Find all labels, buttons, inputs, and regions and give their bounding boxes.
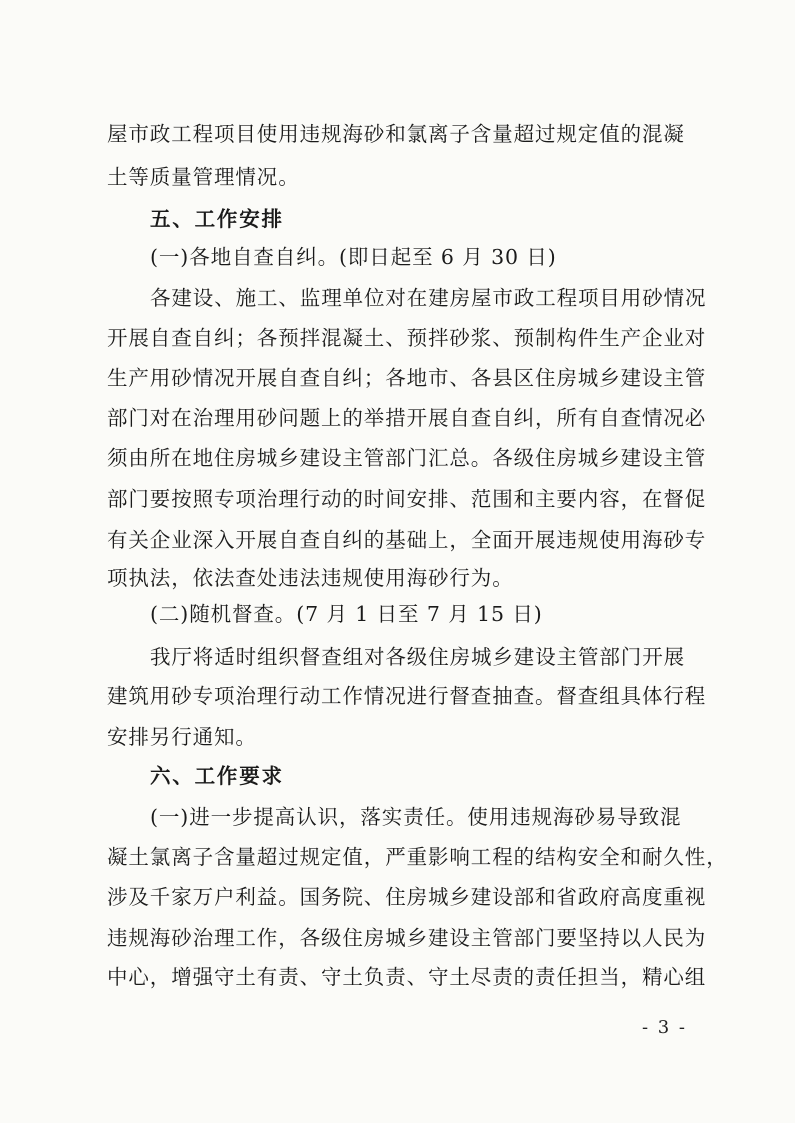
subsection-heading: (一)各地自查自纠。(即日起至 6 月 30 日) [150,245,557,269]
section-heading: 五、工作安排 [150,207,284,231]
text-line: 我厅将适时组织督查组对各级住房城乡建设主管部门开展 [150,645,685,669]
text-line: 各建设、施工、监理单位对在建房屋市政工程项目用砂情况 [150,286,707,310]
text-line: 违规海砂治理工作，各级住房城乡建设主管部门要坚持以人民为 [107,926,707,950]
text-line: 安排另行通知。 [107,725,257,749]
subsection-heading: (二)随机督查。(7 月 1 日至 7 月 15 日) [150,602,543,626]
text-line: 建筑用砂专项治理行动工作情况进行督查抽查。督查组具体行程 [107,684,707,708]
text-line: 中心，增强守土有责、守土负责、守土尽责的责任担当，精心组 [107,965,707,989]
text-line: 有关企业深入开展自查自纠的基础上，全面开展违规使用海砂专 [107,528,707,552]
text-line: 部门对在治理用砂问题上的举措开展自查自纠，所有自查情况必 [107,406,707,430]
page-number: - 3 - [641,1017,687,1038]
text-line: 生产用砂情况开展自查自纠；各地市、各县区住房城乡建设主管 [107,366,707,390]
text-line: 土等质量管理情况。 [107,165,300,189]
text-line: 涉及千家万户利益。国务院、住房城乡建设部和省政府高度重视 [107,885,707,909]
text-line: 部门要按照专项治理行动的时间安排、范围和主要内容，在督促 [107,487,707,511]
text-line: 凝土氯离子含量超过规定值，严重影响工程的结构安全和耐久性， [107,845,728,869]
text-line: 屋市政工程项目使用违规海砂和氯离子含量超过规定值的混凝 [107,122,685,146]
section-heading: 六、工作要求 [150,764,284,788]
text-line: (一)进一步提高认识，落实责任。使用违规海砂易导致混 [150,805,682,829]
text-line: 须由所在地住房城乡建设主管部门汇总。各级住房城乡建设主管 [107,446,707,470]
text-line: 项执法，依法查处违法违规使用海砂行为。 [107,566,514,590]
text-line: 开展自查自纠；各预拌混凝土、预拌砂浆、预制构件生产企业对 [107,326,707,350]
